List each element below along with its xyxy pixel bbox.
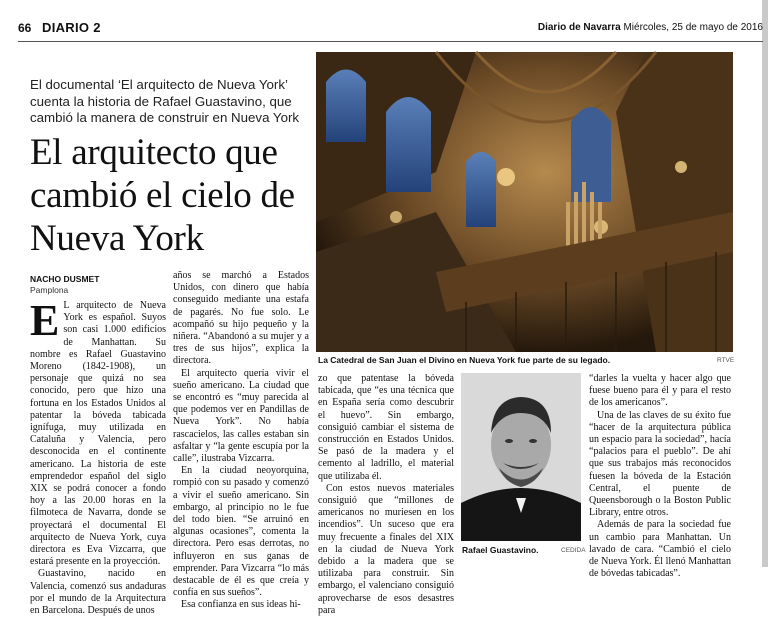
paragraph: Esa confianza en sus ideas hi- — [181, 599, 301, 611]
portrait-credit: CEDIDA — [561, 547, 586, 554]
paragraph: años se marchó a Estados Unidos, con dinero que había conseguido mediante una estafa de pagarés. No fue solo. Le acompañó su hijo pequeño y la niñera. “Abandonó a su mujer y a tres de sus hijos”, explica la directora. — [173, 270, 309, 367]
byline-author: NACHO DUSMET — [30, 274, 100, 284]
paragraph: “darles la vuelta y hacer algo que fuese bueno para él y para el resto de los americanos”. — [589, 373, 731, 409]
paragraph: En la ciudad neoyorquina, rompió con su pasado y comenzó a vivir el sueño americano. Sin embargo, al principio no le fue del todo bien. “Se arruinó en algunas ocasiones”, comenta la directora. Pero esas derrotas, no influyeron en sus ganas de emprender. Para Vizcarra “lo más destacable de él es que creía y confía en sus sueños”. — [173, 465, 309, 599]
paragraph: El arquitecto quería vivir el sueño americano. La ciudad que se encontró es “muy parecida al que podemos ver en Pandillas de Nueva York”. No había rascacielos, las calles estaban sin asfaltar y “la gente escupía por la calle”, ilustraba Vizcarra. — [173, 367, 309, 465]
paragraph: zo que patentase la bóveda tabicada, que “es una técnica que en España sería como descubrir el huevo”. Sin embargo, consiguió cambiar el sistema de construcción en Estados Unidos. Se pasó de la madera y el cemento al ladrillo, el material que utilizaba él. — [318, 373, 454, 482]
drop-cap: E — [30, 296, 60, 345]
page-header — [18, 19, 763, 42]
body-column-4 — [589, 373, 731, 580]
paragraph: L arquitecto de Nueva York es español. Suyos son casi 1.000 edificios de Manhattan. Su nombre es Rafael Guastavino Moreno (1842-1908), un personaje que quizá no sea conocido, pero que hizo una fortuna en los Estados Unidos al patentar la bóveda tabicada ignífuga, muy utilizada en Cataluña y Valencia, pero desconocida en el continente americano. La historia de este emprendedor español del siglo XIX se podrá conocer a fondo hoy a las 20.00 horas en la filmoteca de Navarra, donde se proyectará el documental El arquitecto de Nueva York, cuya directora es Eva Vizcarra, que estará presente en la proyección. — [30, 300, 166, 568]
byline-place: Pamplona — [30, 285, 69, 295]
paragraph: Con estos nuevos materiales consiguió que “millones de americanos no muriesen en los incendios”. Un suceso que era muy frecuente a finales del XIX en la ciudad de Nueva York debido a la madera que se utilizaba para construir. Sin embargo, el valenciano consiguió aprovecharse de esos desastres para — [318, 482, 454, 616]
portrait-caption: Rafael Guastavino. — [462, 545, 539, 555]
section-name: DIARIO 2 — [42, 20, 101, 35]
portrait-photo — [461, 373, 581, 541]
page-number: 66 — [18, 21, 32, 35]
article-title: El arquitecto que cambió el cielo de Nueva York — [30, 132, 295, 259]
page-edge-shadow — [762, 0, 768, 567]
paragraph: Una de las claves de su éxito fue “hacer de la arquitectura pública un espacio para la sociedad”, hacía “palacios para el pueblo”. De ahí que sus trabajos más reconocidos fuesen la bóveda de la Estación Central, el puente de Queensborough o la Boston Public Library, entre otros. — [589, 409, 731, 519]
paper-name: Diario de Navarra — [537, 22, 621, 33]
photo-credit: RTVE — [717, 357, 735, 364]
cathedral-photo — [316, 52, 733, 352]
paper-date — [538, 22, 763, 33]
body-column-1 — [30, 296, 166, 617]
article-deck: El documental ‘El arquitecto de Nueva York’ cuenta la historia de Rafael Guastavino, que cambió la manera de construir en Nueva York — [30, 77, 300, 125]
issue-date: Miércoles, 25 de mayo de 2016 — [623, 22, 763, 33]
body-column-3 — [318, 373, 454, 616]
body-column-2 — [173, 270, 309, 611]
paragraph: Guastavino, nacido en Valencia, comenzó sus andaduras por el mundo de la Arquitectura en Barcelona. Después de unos — [30, 568, 166, 617]
paragraph: Además de para la sociedad fue un cambio para Manhattan. Un lavado de cara. “Cambió el cielo de Nueva York. Él llenó Manhattan de bóvedas tabicadas”. — [589, 519, 731, 580]
photo-caption: La Catedral de San Juan el Divino en Nueva York fue parte de su legado. — [318, 355, 611, 365]
